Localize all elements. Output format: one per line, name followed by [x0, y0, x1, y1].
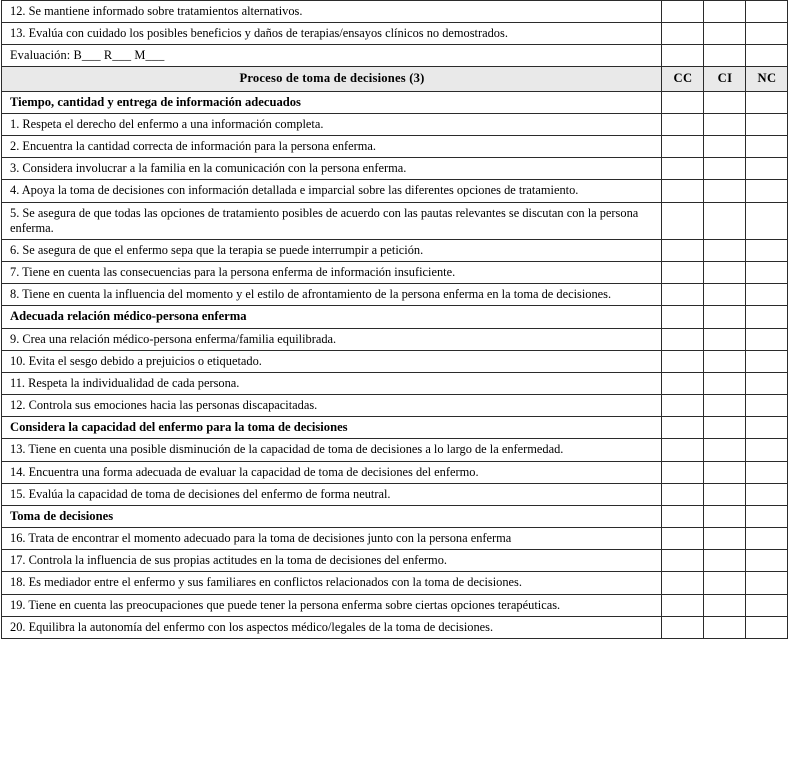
checkbox-cell-ci[interactable]	[704, 180, 746, 202]
table-row	[2, 1, 788, 23]
checkbox-cell-ci[interactable]	[704, 1, 746, 23]
checkbox-cell-cc[interactable]	[662, 261, 704, 283]
checkbox-cell-cc[interactable]	[662, 417, 704, 439]
checkbox-cell-cc[interactable]	[662, 528, 704, 550]
table-row	[2, 528, 788, 550]
checkbox-cell-cc[interactable]	[662, 136, 704, 158]
checkbox-cell-cc[interactable]	[662, 594, 704, 616]
subheading-label: Considera la capacidad del enfermo para la toma de decisiones	[2, 417, 662, 439]
checkbox-cell-cc[interactable]	[662, 180, 704, 202]
checkbox-cell-nc[interactable]	[746, 394, 788, 416]
checkbox-cell-ci[interactable]	[704, 439, 746, 461]
table-row	[2, 594, 788, 616]
section-header-row	[2, 67, 788, 91]
checkbox-cell-cc[interactable]	[662, 328, 704, 350]
checkbox-cell-cc[interactable]	[662, 239, 704, 261]
checkbox-cell-ci[interactable]	[704, 483, 746, 505]
checkbox-cell-nc[interactable]	[746, 616, 788, 638]
checkbox-cell-nc[interactable]	[746, 1, 788, 23]
checkbox-cell-ci[interactable]	[704, 461, 746, 483]
subheading-row	[2, 306, 788, 328]
assessment-table	[1, 0, 788, 639]
checkbox-cell-nc[interactable]	[746, 572, 788, 594]
checkbox-cell-ci[interactable]	[704, 616, 746, 638]
table-row	[2, 23, 788, 45]
table-row	[2, 483, 788, 505]
subheading-label: Toma de decisiones	[2, 505, 662, 527]
checkbox-cell-nc[interactable]	[746, 372, 788, 394]
checkbox-cell-ci[interactable]	[704, 350, 746, 372]
item-text: 4. Apoya la toma de decisiones con información detallada e imparcial sobre las diferentes opciones de tratamiento.	[2, 180, 662, 202]
checkbox-cell-nc[interactable]	[746, 284, 788, 306]
checkbox-cell-cc[interactable]	[662, 114, 704, 136]
checkbox-cell-ci[interactable]	[704, 328, 746, 350]
subheading-label: Adecuada relación médico-persona enferma	[2, 306, 662, 328]
item-text: 20. Equilibra la autonomía del enfermo con los aspectos médico/legales de la toma de decisiones.	[2, 616, 662, 638]
checkbox-cell-nc[interactable]	[746, 261, 788, 283]
checkbox-cell-nc[interactable]	[746, 306, 788, 328]
checkbox-cell-cc[interactable]	[662, 23, 704, 45]
checkbox-cell-ci[interactable]	[704, 202, 746, 239]
checkbox-cell-nc[interactable]	[746, 114, 788, 136]
checkbox-cell-ci[interactable]	[704, 114, 746, 136]
checkbox-cell-nc[interactable]	[746, 328, 788, 350]
checkbox-cell-cc[interactable]	[662, 483, 704, 505]
checkbox-cell-ci[interactable]	[704, 594, 746, 616]
table-row	[2, 114, 788, 136]
item-text: 13. Evalúa con cuidado los posibles beneficios y daños de terapias/ensayos clínicos no demostrados.	[2, 23, 662, 45]
table-row	[2, 572, 788, 594]
checkbox-cell-cc[interactable]	[662, 616, 704, 638]
subheading-row	[2, 505, 788, 527]
checkbox-cell-cc[interactable]	[662, 461, 704, 483]
item-text: 1. Respeta el derecho del enfermo a una información completa.	[2, 114, 662, 136]
checkbox-cell-ci[interactable]	[704, 239, 746, 261]
checkbox-cell-ci[interactable]	[704, 284, 746, 306]
checkbox-cell-nc[interactable]	[746, 350, 788, 372]
column-header-nc: NC	[746, 67, 788, 91]
table-row	[2, 439, 788, 461]
subheading-label: Tiempo, cantidad y entrega de información adecuados	[2, 91, 662, 113]
checkbox-cell-ci[interactable]	[704, 306, 746, 328]
item-text: 7. Tiene en cuenta las consecuencias para la persona enferma de información insuficiente.	[2, 261, 662, 283]
checkbox-cell-nc[interactable]	[746, 594, 788, 616]
assessment-table-body	[2, 1, 788, 639]
checkbox-cell-nc[interactable]	[746, 45, 788, 67]
checkbox-cell-cc[interactable]	[662, 45, 704, 67]
table-row	[2, 158, 788, 180]
item-text: 17. Controla la influencia de sus propias actitudes en la toma de decisiones del enfermo.	[2, 550, 662, 572]
item-text: 9. Crea una relación médico-persona enferma/familia equilibrada.	[2, 328, 662, 350]
table-row	[2, 136, 788, 158]
checkbox-cell-nc[interactable]	[746, 505, 788, 527]
checkbox-cell-nc[interactable]	[746, 239, 788, 261]
table-row	[2, 394, 788, 416]
item-text: 2. Encuentra la cantidad correcta de información para la persona enferma.	[2, 136, 662, 158]
item-text: 15. Evalúa la capacidad de toma de decisiones del enfermo de forma neutral.	[2, 483, 662, 505]
checkbox-cell-ci[interactable]	[704, 261, 746, 283]
table-row	[2, 284, 788, 306]
checkbox-cell-nc[interactable]	[746, 528, 788, 550]
checkbox-cell-cc[interactable]	[662, 550, 704, 572]
table-row	[2, 239, 788, 261]
checkbox-cell-nc[interactable]	[746, 461, 788, 483]
checkbox-cell-nc[interactable]	[746, 483, 788, 505]
checkbox-cell-nc[interactable]	[746, 550, 788, 572]
table-row	[2, 202, 788, 239]
checkbox-cell-ci[interactable]	[704, 91, 746, 113]
evaluation-field: Evaluación: B___ R___ M___	[2, 45, 662, 67]
checkbox-cell-nc[interactable]	[746, 23, 788, 45]
item-text: 8. Tiene en cuenta la influencia del momento y el estilo de afrontamiento de la persona enferma en la toma de decisiones.	[2, 284, 662, 306]
subheading-row	[2, 91, 788, 113]
table-row	[2, 328, 788, 350]
item-text: 6. Se asegura de que el enfermo sepa que la terapia se puede interrumpir a petición.	[2, 239, 662, 261]
checkbox-cell-cc[interactable]	[662, 372, 704, 394]
table-row	[2, 616, 788, 638]
checkbox-cell-cc[interactable]	[662, 158, 704, 180]
checkbox-cell-nc[interactable]	[746, 158, 788, 180]
checkbox-cell-ci[interactable]	[704, 23, 746, 45]
checkbox-cell-cc[interactable]	[662, 1, 704, 23]
checkbox-cell-cc[interactable]	[662, 350, 704, 372]
checkbox-cell-cc[interactable]	[662, 202, 704, 239]
checkbox-cell-nc[interactable]	[746, 136, 788, 158]
checkbox-cell-ci[interactable]	[704, 136, 746, 158]
item-text: 14. Encuentra una forma adecuada de evaluar la capacidad de toma de decisiones del enfermo.	[2, 461, 662, 483]
checkbox-cell-cc[interactable]	[662, 306, 704, 328]
table-row	[2, 461, 788, 483]
checkbox-cell-cc[interactable]	[662, 505, 704, 527]
checkbox-cell-nc[interactable]	[746, 91, 788, 113]
evaluation-row	[2, 45, 788, 67]
checkbox-cell-ci[interactable]	[704, 372, 746, 394]
item-text: 13. Tiene en cuenta una posible disminución de la capacidad de toma de decisiones a lo largo de la enfermedad.	[2, 439, 662, 461]
item-text: 3. Considera involucrar a la familia en la comunicación con la persona enferma.	[2, 158, 662, 180]
item-text: 5. Se asegura de que todas las opciones de tratamiento posibles de acuerdo con las pautas relevantes se discutan con la persona enferma.	[2, 202, 662, 239]
table-row	[2, 261, 788, 283]
item-text: 19. Tiene en cuenta las preocupaciones que puede tener la persona enferma sobre ciertas opciones terapéuticas.	[2, 594, 662, 616]
checkbox-cell-cc[interactable]	[662, 572, 704, 594]
table-row	[2, 550, 788, 572]
checkbox-cell-ci[interactable]	[704, 505, 746, 527]
item-text: 10. Evita el sesgo debido a prejuicios o etiquetado.	[2, 350, 662, 372]
item-text: 12. Se mantiene informado sobre tratamientos alternativos.	[2, 1, 662, 23]
section-title: Proceso de toma de decisiones (3)	[2, 67, 662, 91]
checkbox-cell-ci[interactable]	[704, 417, 746, 439]
checkbox-cell-cc[interactable]	[662, 284, 704, 306]
checkbox-cell-nc[interactable]	[746, 180, 788, 202]
item-text: 16. Trata de encontrar el momento adecuado para la toma de decisiones junto con la persona enferma	[2, 528, 662, 550]
column-header-cc: CC	[662, 67, 704, 91]
checkbox-cell-cc[interactable]	[662, 394, 704, 416]
checkbox-cell-nc[interactable]	[746, 202, 788, 239]
checkbox-cell-ci[interactable]	[704, 528, 746, 550]
checkbox-cell-ci[interactable]	[704, 572, 746, 594]
checkbox-cell-cc[interactable]	[662, 439, 704, 461]
table-row	[2, 350, 788, 372]
item-text: 18. Es mediador entre el enfermo y sus familiares en conflictos relacionados con la toma de decisiones.	[2, 572, 662, 594]
table-row	[2, 180, 788, 202]
checkbox-cell-nc[interactable]	[746, 417, 788, 439]
item-text: 12. Controla sus emociones hacia las personas discapacitadas.	[2, 394, 662, 416]
checkbox-cell-ci[interactable]	[704, 550, 746, 572]
checkbox-cell-ci[interactable]	[704, 45, 746, 67]
item-text: 11. Respeta la individualidad de cada persona.	[2, 372, 662, 394]
checkbox-cell-cc[interactable]	[662, 91, 704, 113]
checkbox-cell-ci[interactable]	[704, 394, 746, 416]
checkbox-cell-ci[interactable]	[704, 158, 746, 180]
column-header-ci: CI	[704, 67, 746, 91]
table-row	[2, 372, 788, 394]
subheading-row	[2, 417, 788, 439]
checkbox-cell-nc[interactable]	[746, 439, 788, 461]
